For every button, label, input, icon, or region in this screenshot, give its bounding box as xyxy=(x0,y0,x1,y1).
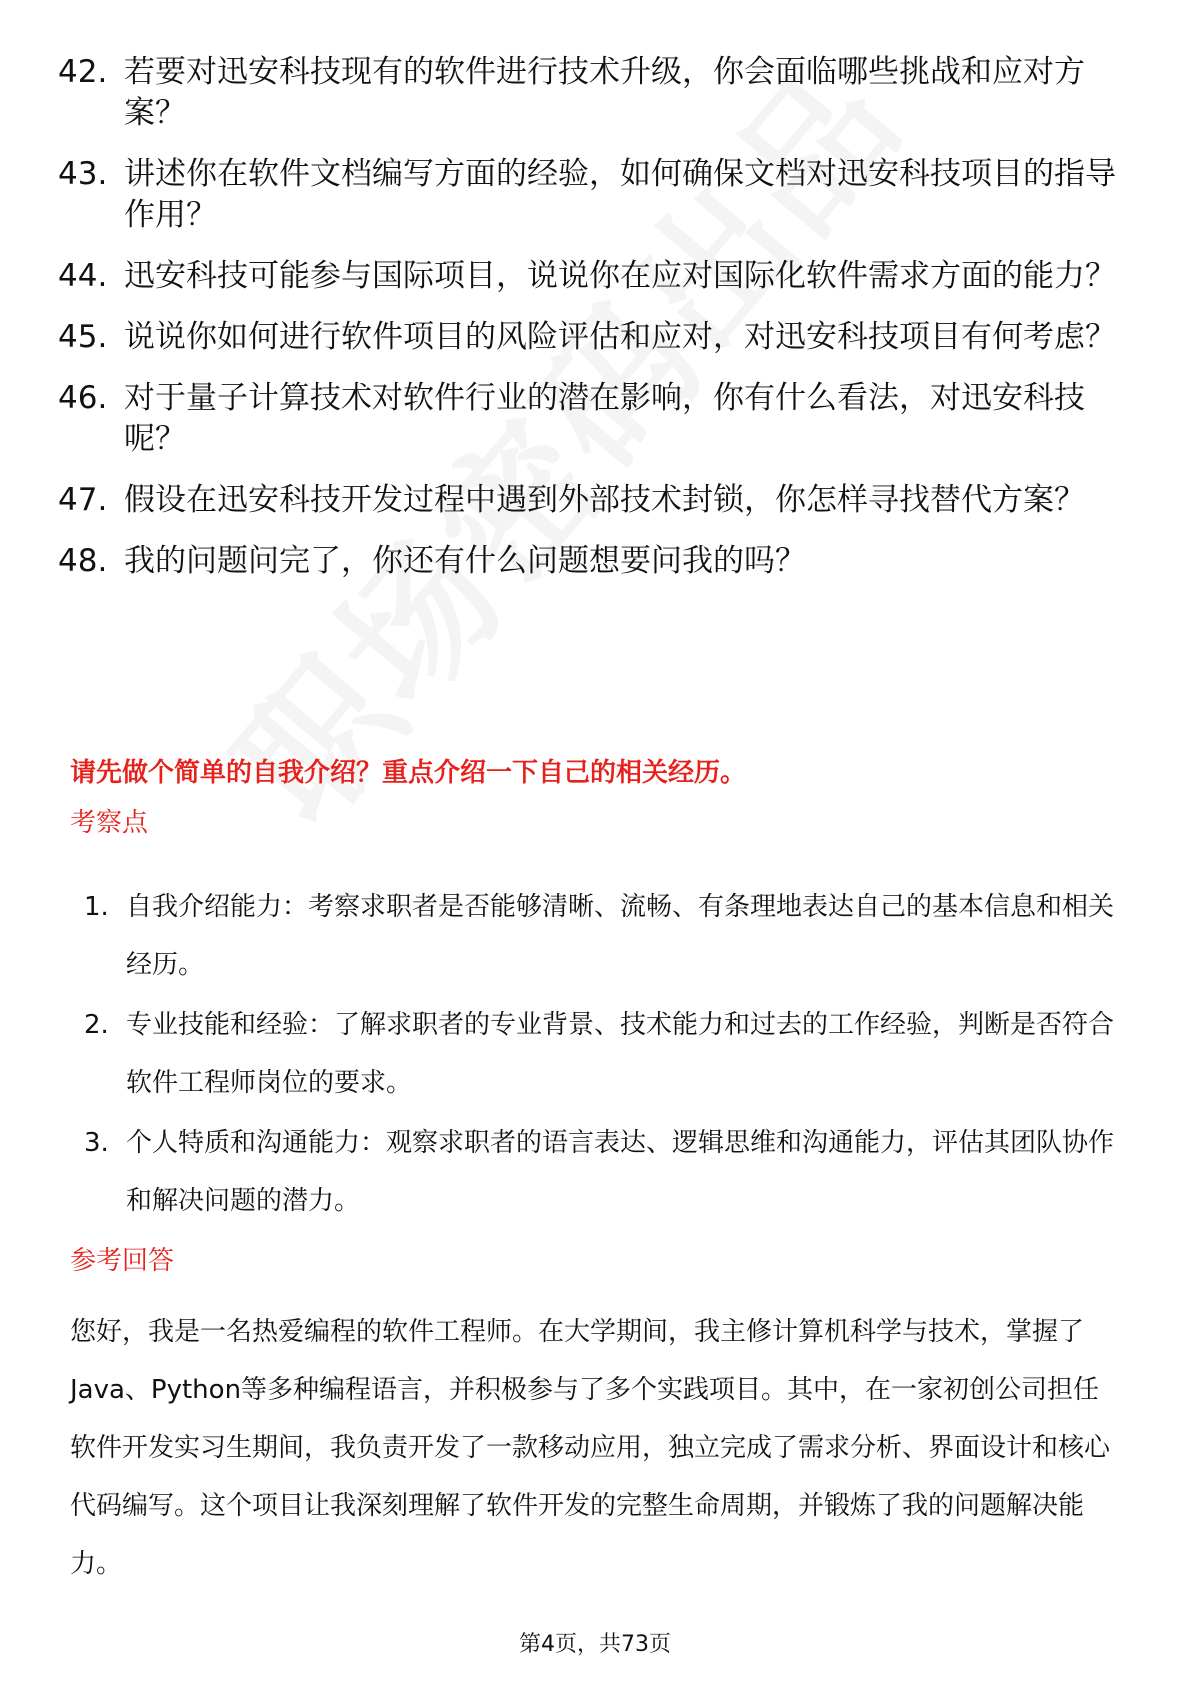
key-point-number: 3. xyxy=(84,1128,109,1158)
question-number: 48. xyxy=(58,543,108,579)
key-point-number: 1. xyxy=(84,892,109,922)
question-number: 44. xyxy=(58,258,108,294)
question-number: 42. xyxy=(58,54,108,90)
question-item xyxy=(58,52,1118,134)
key-point-number: 2. xyxy=(84,1010,109,1040)
question-number: 43. xyxy=(58,156,108,192)
question-text: 迅安科技可能参与国际项目，说说你在应对国际化软件需求方面的能力？ xyxy=(124,258,1116,294)
page-footer: 第4页，共73页 xyxy=(519,1632,671,1657)
question-item xyxy=(58,480,1118,521)
key-point-text: 专业技能和经验：了解求职者的专业背景、技术能力和过去的工作经验，判断是否符合软件工程师岗位的要求。 xyxy=(126,1010,1115,1098)
question-text: 若要对迅安科技现有的软件进行技术升级，你会面临哪些挑战和应对方案？ xyxy=(124,54,1085,131)
question-number: 46. xyxy=(58,380,108,416)
question-number: 47. xyxy=(58,482,108,518)
key-point-item xyxy=(84,878,1124,994)
answer-paragraph: 您好，我是一名热爱编程的软件工程师。在大学期间，我主修计算机科学与技术，掌握了Java、Python等多种编程语言，并积极参与了多个实践项目。其中，在一家初创公司担任软件开发实习生期间，我负责开发了一款移动应用，独立完成了需求分析、界面设计和核心代码编写。这个项目让我深刻理解了软件开发的完整生命周期，并锻炼了我的问题解决能力。 xyxy=(70,1317,1111,1579)
key-point-text: 自我介绍能力：考察求职者是否能够清晰、流畅、有条理地表达自己的基本信息和相关经历。 xyxy=(126,892,1115,980)
answer-heading: 参考回答 xyxy=(70,1246,175,1276)
question-text: 假设在迅安科技开发过程中遇到外部技术封锁，你怎样寻找替代方案？ xyxy=(124,482,1085,518)
key-points-heading: 考察点 xyxy=(70,808,149,838)
question-item xyxy=(58,541,1118,582)
question-item xyxy=(58,154,1118,236)
key-points-list xyxy=(84,878,1124,1232)
key-point-item xyxy=(84,1114,1124,1230)
main-question-heading: 请先做个简单的自我介绍？重点介绍一下自己的相关经历。 xyxy=(70,758,747,788)
question-item xyxy=(58,317,1118,358)
question-text: 讲述你在软件文档编写方面的经验，如何确保文档对迅安科技项目的指导作用？ xyxy=(124,156,1116,233)
question-text: 我的问题问完了，你还有什么问题想要问我的吗？ xyxy=(124,543,806,579)
key-point-text: 个人特质和沟通能力：观察求职者的语言表达、逻辑思维和沟通能力，评估其团队协作和解决问题的潜力。 xyxy=(126,1128,1115,1216)
question-list xyxy=(58,52,1118,602)
question-item xyxy=(58,378,1118,460)
key-point-item xyxy=(84,996,1124,1112)
question-text: 说说你如何进行软件项目的风险评估和应对，对迅安科技项目有何考虑？ xyxy=(124,319,1116,355)
question-item xyxy=(58,256,1118,297)
question-number: 45. xyxy=(58,319,108,355)
question-text: 对于量子计算技术对软件行业的潜在影响，你有什么看法，对迅安科技呢？ xyxy=(124,380,1085,457)
